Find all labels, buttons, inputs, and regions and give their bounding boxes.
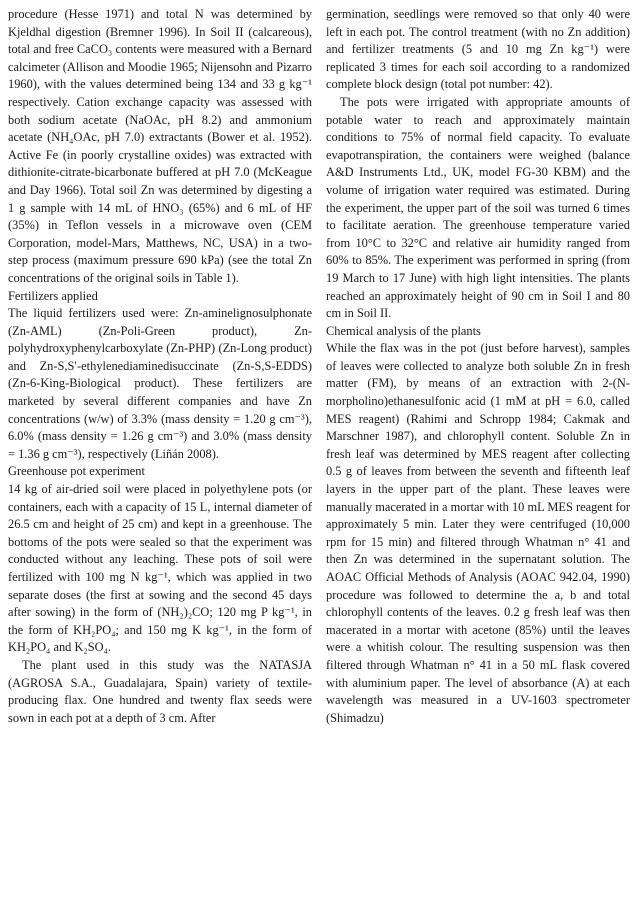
chemical-analysis-paragraph: While the flax was in the pot (just before harvest), samples of leaves were collected to analyze both soluble Zn in fresh matter (FM), by means of an extraction with 2-(N-morpholino)ethanesulfonic acid (1 mM at pH = 6.0, called MES reagent) (Rahimi and Schropp 1984; Cakmak and Marschner 1987), and chlorophyll content. Soluble Zn in fresh leaf was determined by MES reagent after collecting 0.5 g of leaves from between the seventh and fifteenth leaf layers in the upper part of the plant. These leaves were manually macerated in a mortar with 10 mL MES reagent for approximately 5 min. Later they were centrifuged (10,000 rpm for 15 min) and filtered through Whatman n° 41 and then Zn was determined in the supernatant solution. The AOAC Official Methods of Analysis (AOAC 942.04, 1990) procedure was followed to determine the a, b and total chlorophyll contents of the leaves. 0.2 g fresh leaf was then macerated in a mortar with acetone (85%) until the leaves were a whitish colour. The resulting suspension was then filtered through Whatman n° 41 in a 50 mL flask covered with aluminium paper. The level of absorbance (A) at each wavelength was measured in a UV-1603 spectrometer (Shimadzu) bbox=[326, 341, 630, 725]
greenhouse-pots-paragraph: 14 kg of air-dried soil were placed in polyethylene pots (or containers, each with a capacity of 15 L, internal diameter of 26.5 cm and height of 25 cm) and kept in a greenhouse. The bottoms of the pots were sealed so that the experiment was conducted without any leaching. These pots of soil were fertilized with 100 mg N kg⁻¹, which was applied in two separate doses (the first at sowing and the second 45 days after sowing) in the form of (NH₂)₂CO; 120 mg P kg⁻¹, in the form of KH₂PO₄; and 150 mg K kg⁻¹, in the form of KH₂PO₄ and K₂SO₄. bbox=[8, 482, 312, 655]
irrigation-paragraph: The pots were irrigated with appropriate amounts of potable water to reach and approximately maintain conditions to 75% of normal field capacity. To evaluate evapotranspiration, the containers were weighed (balance A&D Instruments Ltd., UK, model FG-30 KBM) and the volume of irrigation water required was estimated. During the experiment, the upper part of the soil was turned 6 times to facilitate aeration. The greenhouse temperature varied from 10°C to 32°C and relative air humidity ranged from 60% to 85%. The experiment was performed in spring (from 19 March to 17 June) with high light intensities. The plants reached an approximately height of 90 cm in Soil I and 80 cm in Soil II. bbox=[326, 94, 630, 321]
left-column bbox=[8, 6, 312, 727]
section-heading-chemical-analysis: Chemical analysis of the plants bbox=[326, 323, 481, 338]
section-heading-fertilizers: Fertilizers applied bbox=[8, 288, 98, 303]
plant-variety-paragraph: The plant used in this study was the NATASJA (AGROSA S.A., Guadalajara, Spain) variety of textile-producing flax. One hundred and twenty flax seeds were sown in each pot at a depth of 3 cm. After bbox=[8, 657, 312, 725]
methods-soil-analysis-paragraph: procedure (Hesse 1971) and total N was determined by Kjeldhal digestion (Bremner 1996). In Soil II (calcareous), total and free CaCO₃ contents were measured with a Bernard calcimeter (Allison and Moodie 1965; Nijensohn and Pizarro 1960), with the values determined being 134 and 33 g kg⁻¹ respectively. Cation exchange capacity was assessed with both sodium acetate (NaOAc, pH 8.2) and ammonium acetate (NH₄OAc, pH 7.0) extractants (Bower et al. 1952). Active Fe (in poorly crystalline oxides) was extracted with dithionite-citrate-bicarbonate buffered at pH 7.0 (McKeague and Day 1966). Total soil Zn was determined by digesting a 1 g sample with 14 mL of HNO₃ (65%) and 6 mL of HF (35%) in Teflon vessels in a microwave oven (CEM Corporation, model-Mars, Matthews, NC, USA) in a two-step process (maximum pressure 690 kPa) (see the total Zn concentrations of the original soils in Table 1). bbox=[8, 7, 312, 285]
section-heading-greenhouse: Greenhouse pot experiment bbox=[8, 464, 145, 479]
fertilizers-paragraph: The liquid fertilizers used were: Zn-aminelignosulphonate (Zn-AML) (Zn-Poli-Green product), Zn-polyhydroxyphenylcarboxylate (Zn-PHP) (Zn-Long product) and Zn-S,S′-ethylenediaminedisuccinate (Zn-S,S-EDDS) (Zn-6-King-Biological product). These fertilizers are marketed by several different companies and have Zn concentrations (w/w) of 3.3% (mass density = 1.20 g cm⁻³), 6.0% (mass density = 1.26 g cm⁻³) and 3.0% (mass density = 1.36 g cm⁻³), respectively (Liñán 2008). bbox=[8, 306, 312, 461]
two-column-body bbox=[8, 6, 630, 727]
right-column bbox=[326, 6, 630, 727]
germination-paragraph: germination, seedlings were removed so that only 40 were left in each pot. The control treatment (with no Zn addition) and fertilizer treatments (5 and 10 mg Zn kg⁻¹) were replicated 3 times for each soil according to a randomized complete block design (total pot number: 42). bbox=[326, 7, 630, 92]
